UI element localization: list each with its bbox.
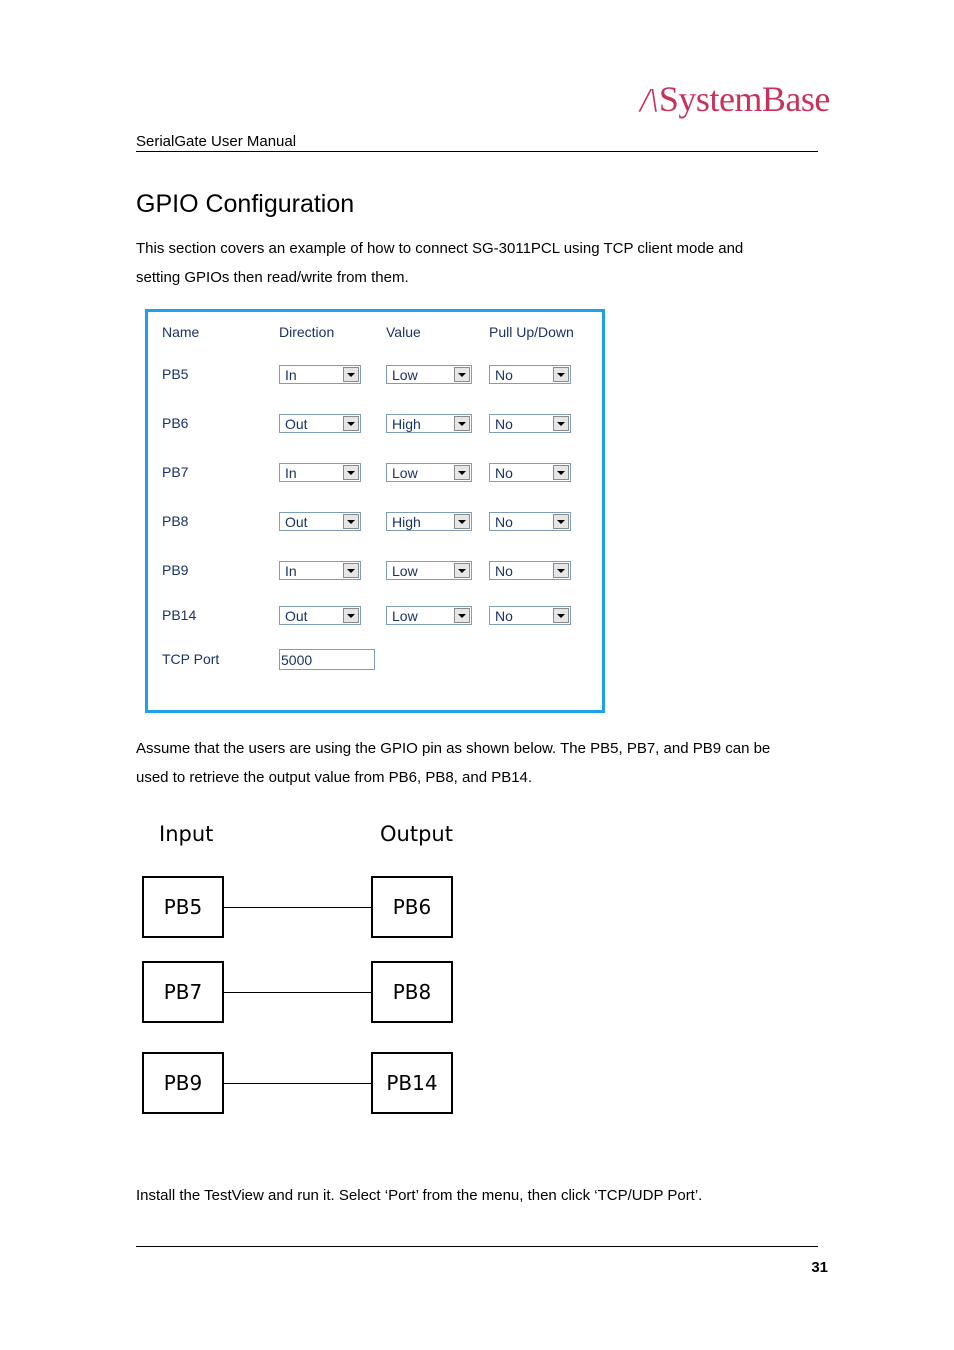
- direction-select-pb14[interactable]: Out: [279, 606, 361, 625]
- direction-select-pb6[interactable]: Out: [279, 414, 361, 433]
- chevron-down-icon[interactable]: [553, 416, 569, 431]
- input-pin-pb5: PB5: [142, 876, 224, 938]
- tcp-port-input[interactable]: 5000: [279, 649, 375, 670]
- output-pin-pb6: PB6: [371, 876, 453, 938]
- column-header-name: Name: [162, 324, 200, 340]
- assume-line-1: Assume that the users are using the GPIO pin as shown below. The PB5, PB7, and PB9 can be: [136, 740, 771, 757]
- install-instruction: Install the TestView and run it. Select ‘Port’ from the menu, then click ‘TCP/UDP Port’.: [136, 1187, 703, 1204]
- footer-divider: [136, 1246, 818, 1247]
- diagram-output-label: Output: [380, 822, 453, 846]
- chevron-down-icon[interactable]: [454, 465, 470, 480]
- gpio-config-panel: [145, 309, 605, 713]
- chevron-down-icon[interactable]: [343, 416, 359, 431]
- pull-select-pb9[interactable]: No: [489, 561, 571, 580]
- pull-select-pb6[interactable]: No: [489, 414, 571, 433]
- row-name-pb14: PB14: [162, 607, 197, 623]
- chevron-down-icon[interactable]: [454, 416, 470, 431]
- connection-line-pb5-pb6: [224, 907, 371, 908]
- chevron-down-icon[interactable]: [553, 563, 569, 578]
- value-select-pb7[interactable]: Low: [386, 463, 472, 482]
- row-name-pb8: PB8: [162, 513, 189, 529]
- chevron-down-icon[interactable]: [553, 465, 569, 480]
- value-select-pb8[interactable]: High: [386, 512, 472, 531]
- value-select-pb6[interactable]: High: [386, 414, 472, 433]
- chevron-down-icon[interactable]: [343, 608, 359, 623]
- column-header-direction: Direction: [279, 324, 335, 340]
- direction-select-pb8[interactable]: Out: [279, 512, 361, 531]
- direction-select-pb5[interactable]: In: [279, 365, 361, 384]
- input-pin-pb7: PB7: [142, 961, 224, 1023]
- value-select-pb5[interactable]: Low: [386, 365, 472, 384]
- section-title: GPIO Configuration: [136, 190, 355, 218]
- output-pin-pb14: PB14: [371, 1052, 453, 1114]
- chevron-down-icon[interactable]: [553, 608, 569, 623]
- page-number: 31: [811, 1259, 828, 1276]
- chevron-down-icon[interactable]: [454, 608, 470, 623]
- row-name-pb9: PB9: [162, 562, 189, 578]
- intro-line-2: setting GPIOs then read/write from them.: [136, 269, 409, 286]
- diagram-input-label: Input: [159, 822, 214, 846]
- header-divider: [136, 151, 818, 152]
- logo-mark-icon: /\: [640, 82, 658, 119]
- input-pin-pb9: PB9: [142, 1052, 224, 1114]
- intro-line-1: This section covers an example of how to connect SG-3011PCL using TCP client mode and: [136, 240, 744, 257]
- chevron-down-icon[interactable]: [454, 367, 470, 382]
- manual-title: SerialGate User Manual: [136, 133, 297, 150]
- value-select-pb9[interactable]: Low: [386, 561, 472, 580]
- chevron-down-icon[interactable]: [553, 514, 569, 529]
- column-header-value: Value: [386, 324, 421, 340]
- pull-select-pb5[interactable]: No: [489, 365, 571, 384]
- column-header-pull: Pull Up/Down: [489, 324, 574, 340]
- assume-line-2: used to retrieve the output value from PB6, PB8, and PB14.: [136, 769, 533, 786]
- systembase-logo: /\SystemBase: [640, 79, 830, 119]
- chevron-down-icon[interactable]: [343, 367, 359, 382]
- value-select-pb14[interactable]: Low: [386, 606, 472, 625]
- row-name-pb7: PB7: [162, 464, 189, 480]
- chevron-down-icon[interactable]: [343, 563, 359, 578]
- pull-select-pb7[interactable]: No: [489, 463, 571, 482]
- connection-line-pb7-pb8: [224, 992, 371, 993]
- pull-select-pb8[interactable]: No: [489, 512, 571, 531]
- chevron-down-icon[interactable]: [343, 514, 359, 529]
- connection-line-pb9-pb14: [224, 1083, 371, 1084]
- direction-select-pb7[interactable]: In: [279, 463, 361, 482]
- chevron-down-icon[interactable]: [553, 367, 569, 382]
- chevron-down-icon[interactable]: [454, 514, 470, 529]
- pull-select-pb14[interactable]: No: [489, 606, 571, 625]
- chevron-down-icon[interactable]: [343, 465, 359, 480]
- tcp-port-label: TCP Port: [162, 651, 220, 667]
- direction-select-pb9[interactable]: In: [279, 561, 361, 580]
- row-name-pb6: PB6: [162, 415, 189, 431]
- output-pin-pb8: PB8: [371, 961, 453, 1023]
- chevron-down-icon[interactable]: [454, 563, 470, 578]
- row-name-pb5: PB5: [162, 366, 189, 382]
